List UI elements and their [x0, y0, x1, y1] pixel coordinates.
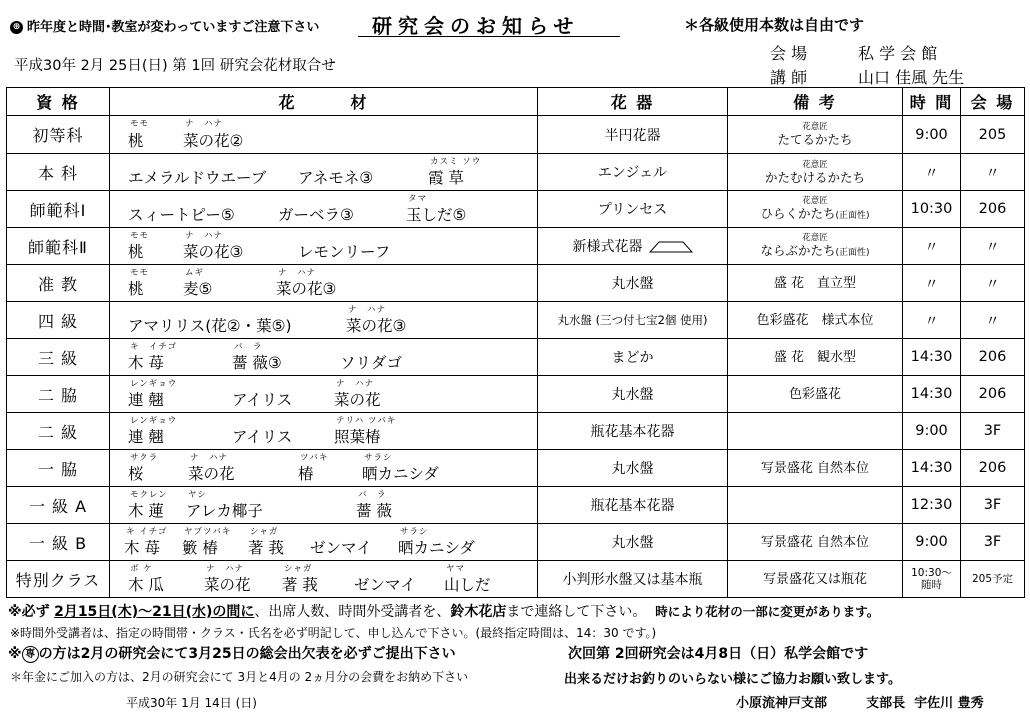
note-main-text: 写景盛花 自然本位: [760, 534, 870, 550]
footer-line-contact: [8, 601, 879, 621]
material-item: 木 蓮: [128, 502, 164, 520]
table-row: [7, 228, 1025, 265]
footer-material-change: 時により花材の一部に変更があります。: [655, 604, 880, 619]
vessel-cell: [538, 302, 728, 339]
materials-cell: [110, 302, 538, 339]
material-item: 菜の花③: [346, 317, 407, 335]
material-item: 晒カニシダ: [398, 539, 475, 557]
note-main-text: たてるかたち: [777, 132, 853, 147]
table-row: [7, 116, 1025, 154]
note-main-text: ひらくかたち: [760, 205, 836, 221]
note-main-text: 色彩盛花: [788, 386, 841, 402]
place-cell: 3F: [961, 524, 1025, 561]
note-label: 花意匠: [802, 195, 828, 206]
material-reading: キ イチゴ: [130, 342, 178, 352]
time-cell: 10:30～ 随時: [903, 561, 961, 598]
note-main-text: 写景盛花 自然本位: [760, 460, 870, 476]
table-row: [7, 561, 1025, 598]
footer-must: ※必ず: [8, 604, 50, 620]
material-reading: ボ ケ: [130, 564, 153, 574]
time-cell: 〃: [903, 265, 961, 302]
vessel-cell: [538, 116, 728, 154]
material-item: 菜の花②: [183, 132, 244, 150]
material-reading: ナ ハナ: [190, 453, 229, 463]
note-label: 花意匠: [802, 232, 828, 243]
material-item: 木 瓜: [128, 576, 164, 594]
vessel-shape-icon: [649, 241, 693, 253]
notes-cell: [728, 339, 903, 376]
header-grade: 資 格: [7, 88, 110, 116]
place-cell: 205: [961, 116, 1025, 154]
vessel-name: 瓶花基本花器: [590, 498, 675, 514]
note-text: [728, 171, 902, 185]
material-item: 桃: [128, 132, 144, 150]
note-main-text: 盛 花 直立型: [773, 275, 857, 291]
material-reading: ナ ハナ: [336, 379, 375, 389]
vessel-name: 丸水盤: [611, 276, 654, 292]
vessel-cell: [538, 376, 728, 413]
grade-cell: 一 級 B: [7, 524, 110, 561]
material-item: スィートピー⑤: [128, 206, 235, 224]
vessel-cell: [538, 561, 728, 598]
note-main-text: 色彩盛花 様式本位: [756, 312, 874, 328]
note-main-text: かたむけるかたち: [764, 169, 865, 185]
place-cell: 206: [961, 376, 1025, 413]
grade-cell: 一 脇: [7, 450, 110, 487]
material-item: 連 翹: [128, 428, 164, 446]
material-item: ソリダゴ: [340, 354, 403, 372]
venue-value: 私 学 会 館: [858, 44, 938, 63]
material-item: 薔 薇: [356, 502, 392, 520]
notes-cell: [728, 376, 903, 413]
table-row: [7, 154, 1025, 191]
material-item: アイリス: [232, 391, 293, 409]
material-item: 菜の花③: [276, 280, 337, 298]
footer-exact-change: 出来るだけお釣りのいらない様にご協力お願い致します。: [564, 672, 901, 687]
material-item: 菜の花③: [183, 243, 244, 261]
note-text: [761, 461, 869, 476]
title-underline: [358, 36, 620, 37]
materials-cell: [110, 450, 538, 487]
header-notes: 備 考: [728, 88, 903, 116]
material-item: 木 苺: [124, 539, 160, 557]
material-reading: ナ ハナ: [278, 268, 317, 278]
teacher-value: 山口 佳風 先生: [858, 68, 965, 87]
notes-cell: [728, 524, 903, 561]
time-cell: 〃: [903, 154, 961, 191]
vessel-name: 丸水盤: [611, 535, 654, 551]
notice-time-changed: [10, 16, 319, 35]
notes-cell: [728, 487, 903, 524]
header-time: 時 間: [903, 88, 961, 116]
material-item: ガーベラ③: [278, 206, 354, 224]
vessel-cell: [538, 524, 728, 561]
note-small-text: (正面性): [835, 210, 870, 221]
vessel-cell: [538, 450, 728, 487]
note-small-text: (正面性): [835, 247, 870, 258]
event-line: 平成30年 2月 25日(日) 第 1回 研究会花材取合せ: [14, 58, 336, 74]
material-reading: ナ ハナ: [185, 231, 224, 241]
grade-cell: 本 科: [7, 154, 110, 191]
venue-label: 会 場: [770, 44, 808, 63]
table-row: [7, 191, 1025, 228]
time-cell: 9:00: [903, 524, 961, 561]
vessel-cell: [538, 191, 728, 228]
material-reading: カスミ ソウ: [430, 157, 482, 167]
material-reading: ムギ: [185, 268, 205, 278]
notes-cell: [728, 450, 903, 487]
table-row: [7, 413, 1025, 450]
time-cell: 〃: [903, 228, 961, 265]
material-reading: レンギョウ: [130, 379, 178, 389]
vessel-name: 丸水盤: [611, 461, 654, 477]
grade-cell: 一 級 A: [7, 487, 110, 524]
notes-cell: [728, 191, 903, 228]
note-label: 花意匠: [802, 122, 828, 132]
notice-stem-count: ＊各級使用本数は自由です: [684, 16, 865, 34]
footer-deadline: 2月15日(木)～21日(水)の間に: [54, 604, 255, 620]
materials-cell: [110, 154, 538, 191]
vessel-cell: [538, 228, 728, 265]
grade-cell: 初等科: [7, 116, 110, 154]
footer-shop: 鈴木花店: [450, 604, 507, 620]
place-cell: 3F: [961, 413, 1025, 450]
material-reading: サクラ: [130, 453, 159, 463]
teacher-row: [770, 65, 964, 88]
material-reading: タマ: [408, 194, 428, 204]
time-cell: 12:30: [903, 487, 961, 524]
branch-name: 小原流神戸支部: [736, 696, 828, 711]
grade-cell: 四 級: [7, 302, 110, 339]
material-reading: モモ: [130, 268, 150, 278]
table-row: [7, 450, 1025, 487]
notes-cell: [728, 561, 903, 598]
material-reading: ヤマ: [446, 564, 466, 574]
vessel-name: 半円花器: [604, 127, 661, 144]
place-cell: 3F: [961, 487, 1025, 524]
vessel-name: 丸水盤 (三つ付七宝2個 使用): [557, 313, 708, 327]
time-cell: 14:30: [903, 339, 961, 376]
footer-line-senmon: [8, 643, 456, 663]
grade-cell: 三 級: [7, 339, 110, 376]
header-place: 会 場: [961, 88, 1025, 116]
material-item: エメラルドウエーブ: [128, 169, 267, 187]
material-item: 桃: [128, 280, 144, 298]
material-item: ゼンマイ: [354, 576, 416, 594]
materials-cell: [110, 116, 538, 154]
footer-senmon-prefix: ※: [8, 646, 22, 662]
table-row: [7, 339, 1025, 376]
material-item: 菜の花: [204, 576, 251, 594]
header-vessel: 花 器: [538, 88, 728, 116]
vessel-name: 丸水盤: [611, 387, 654, 403]
table-row: [7, 524, 1025, 561]
material-item: 霞 草: [428, 169, 464, 187]
place-cell: 206: [961, 339, 1025, 376]
material-reading: バ ラ: [358, 490, 387, 500]
vessel-cell: [538, 265, 728, 302]
time-cell: 14:30: [903, 450, 961, 487]
notes-cell: [728, 154, 903, 191]
grade-cell: 准 教: [7, 265, 110, 302]
note-text: [728, 244, 902, 260]
material-reading: モモ: [130, 119, 150, 129]
place-cell: 206: [961, 450, 1025, 487]
material-reading: ナ ハナ: [185, 119, 224, 129]
note-main-text: 写景盛花又は瓶花: [762, 571, 867, 587]
next-meeting: 次回第 2回研究会は4月8日（日）私学会館です: [568, 646, 869, 662]
material-item: 桜: [128, 465, 144, 483]
vessel-name: 新様式花器: [572, 239, 643, 255]
signature-block: [736, 692, 984, 711]
footer-senmon-text: の方は2月の研究会にて3月25日の総会出欠表を必ずご提出下さい: [38, 646, 456, 662]
table-row: [7, 302, 1025, 339]
notes-cell: [728, 413, 903, 450]
note-text: [774, 350, 856, 365]
vessel-name: エンジェル: [597, 165, 668, 181]
material-item: レモンリーフ: [298, 243, 391, 261]
material-reading: キ イチゴ: [126, 527, 168, 537]
material-item: アイリス: [232, 428, 293, 446]
table-row: [7, 487, 1025, 524]
vessel-cell: [538, 487, 728, 524]
footer-line-pension: ＊年金にご加入の方は、2月の研究会にて 3月と4月の 2ヵ月分の会費をお納め下さい: [10, 670, 469, 684]
note-text: [728, 133, 902, 147]
material-item: アネモネ③: [298, 169, 374, 187]
material-reading: ツバキ: [300, 453, 329, 463]
note-text: [763, 572, 867, 587]
venue-row: [770, 41, 937, 64]
place-cell: 205予定: [961, 561, 1025, 598]
material-item: 籔 椿: [182, 539, 218, 557]
footer-line-overtime: ※時間外受講者は、指定の時間帯・クラス・氏名を必ず明記して、申し込んで下さい。(最終指定時間は、14：30 です。): [10, 626, 657, 640]
notice-time-changed-text: 昨年度と時間･教室が変わっていますご注意下さい: [27, 20, 320, 35]
note-text: [756, 313, 873, 328]
circle-mark-icon: ⊕: [10, 21, 23, 34]
table-header-row: [7, 88, 1025, 116]
page-title: 研究会のお知らせ: [372, 14, 580, 38]
notes-cell: [728, 116, 903, 154]
branch-head-label: 支部長: [866, 696, 906, 711]
note-main-text: 盛 花 観水型: [773, 349, 857, 365]
material-reading: シャガ: [284, 564, 313, 574]
material-item: 菜の花: [188, 465, 235, 483]
time-cell: 〃: [903, 302, 961, 339]
material-item: 椿: [298, 465, 314, 483]
material-reading: ナ ハナ: [348, 305, 387, 315]
material-reading: シャガ: [250, 527, 279, 537]
note-text: [761, 535, 869, 550]
teacher-label: 講 師: [770, 68, 808, 87]
grade-cell: 特別クラス: [7, 561, 110, 598]
material-item: アレカ椰子: [186, 502, 263, 520]
schedule-table: [6, 87, 1025, 598]
vessel-name: プリンセス: [597, 202, 668, 218]
note-text: [728, 207, 902, 223]
material-item: 薔 薇③: [232, 354, 282, 372]
vessel-name: 小判形水盤又は基本瓶: [562, 572, 703, 588]
materials-cell: [110, 487, 538, 524]
vessel-name: まどか: [611, 350, 654, 366]
notes-cell: [728, 302, 903, 339]
materials-cell: [110, 191, 538, 228]
materials-cell: [110, 413, 538, 450]
note-text: [774, 276, 856, 291]
place-cell: 〃: [961, 228, 1025, 265]
material-item: 著 莪: [282, 576, 318, 594]
place-cell: 〃: [961, 154, 1025, 191]
vessel-cell: [538, 413, 728, 450]
header-materials: 花 材: [110, 88, 538, 116]
issue-date: 平成30年 1月 14日 (日): [126, 696, 257, 710]
material-reading: ヤシ: [188, 490, 207, 500]
note-text: [789, 387, 841, 402]
material-item: アマリリス(花②・葉⑤): [128, 317, 292, 335]
material-reading: ヤブツバキ: [184, 527, 232, 537]
grade-cell: 師範科Ⅰ: [7, 191, 110, 228]
time-cell: 14:30: [903, 376, 961, 413]
material-item: 照葉椿: [334, 428, 381, 446]
material-reading: ナ ハナ: [206, 564, 245, 574]
vessel-cell: [538, 339, 728, 376]
notes-cell: [728, 228, 903, 265]
material-reading: モモ: [130, 231, 150, 241]
material-item: 木 苺: [128, 354, 164, 372]
note-label: 花意匠: [802, 159, 828, 170]
note-main-text: ならぶかたち: [760, 242, 836, 258]
place-cell: 〃: [961, 302, 1025, 339]
material-item: 晒カニシダ: [362, 465, 439, 483]
materials-cell: [110, 561, 538, 598]
time-cell: 10:30: [903, 191, 961, 228]
footer-contact-end: まで連絡して下さい。: [506, 604, 647, 620]
material-item: 山しだ: [444, 576, 491, 594]
material-item: ゼンマイ: [310, 539, 372, 557]
material-reading: サラシ: [364, 453, 393, 463]
time-cell: 9:00: [903, 116, 961, 154]
material-reading: サラシ: [400, 527, 429, 537]
time-cell: 9:00: [903, 413, 961, 450]
materials-cell: [110, 524, 538, 561]
grade-cell: 二 脇: [7, 376, 110, 413]
notes-cell: [728, 265, 903, 302]
branch-head-name: 宇佐川 豊秀: [914, 696, 984, 711]
footer-contact-text: 、出席人数、時間外受講者を、: [254, 604, 451, 620]
vessel-name: 瓶花基本花器: [590, 424, 675, 440]
grade-cell: 師範科Ⅱ: [7, 228, 110, 265]
material-item: 菜の花: [334, 391, 381, 409]
material-reading: テリハ ツバキ: [336, 416, 397, 426]
material-item: 連 翹: [128, 391, 164, 409]
material-item: 玉しだ⑤: [406, 206, 467, 224]
material-item: 麦⑤: [183, 280, 213, 298]
material-reading: バ ラ: [234, 342, 263, 352]
materials-cell: [110, 339, 538, 376]
material-item: 著 莪: [248, 539, 284, 557]
vessel-cell: [538, 154, 728, 191]
materials-cell: [110, 265, 538, 302]
place-cell: 〃: [961, 265, 1025, 302]
material-reading: レンギョウ: [130, 416, 178, 426]
material-item: 桃: [128, 243, 144, 261]
materials-cell: [110, 228, 538, 265]
table-row: [7, 376, 1025, 413]
materials-cell: [110, 376, 538, 413]
table-row: [7, 265, 1025, 302]
grade-cell: 二 級: [7, 413, 110, 450]
place-cell: 206: [961, 191, 1025, 228]
material-reading: モクレン: [130, 490, 168, 500]
senmon-mark-icon: 専: [22, 646, 39, 663]
